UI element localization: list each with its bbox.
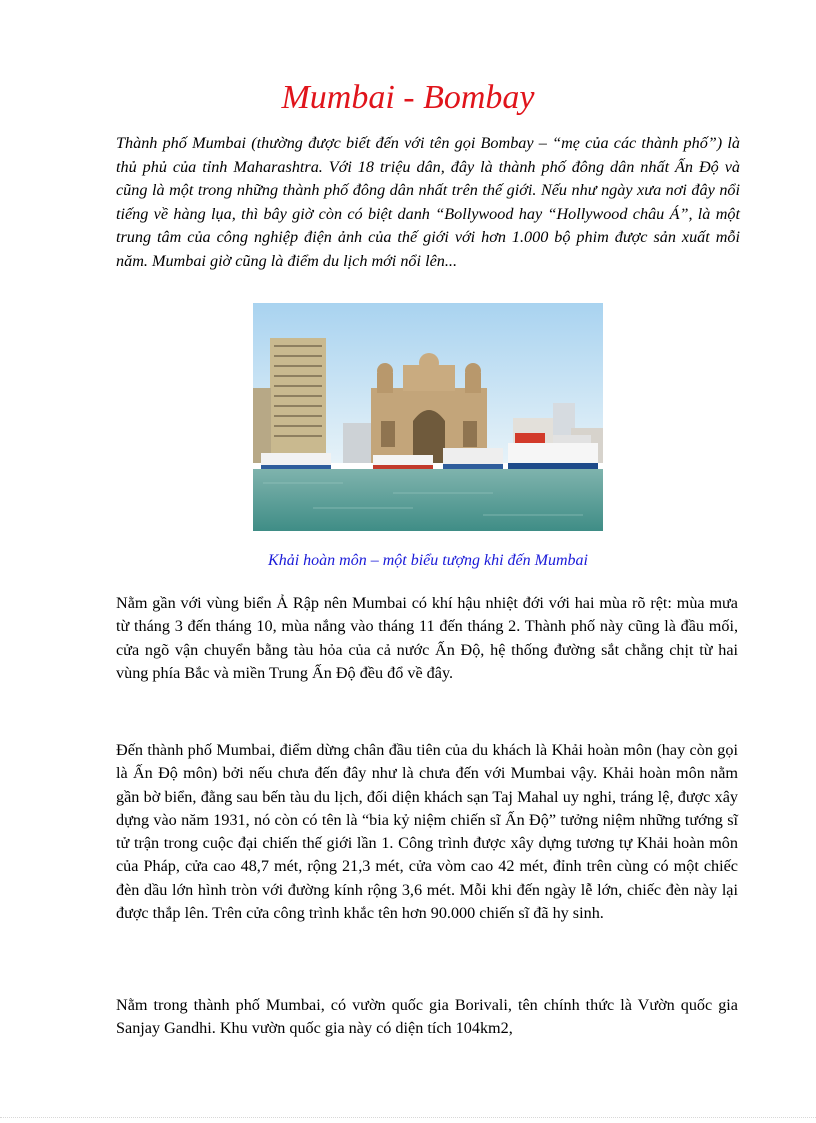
- side-building: [253, 388, 271, 463]
- image-caption: Khải hoàn môn – một biểu tượng khi đến Mumbai: [268, 552, 588, 569]
- body-paragraph: Nằm gần với vùng biển Ả Rập nên Mumbai có khí hậu nhiệt đới với hai mùa rõ rệt: mùa mưa từ tháng 3 đến tháng 10, mùa nắng vào tháng 11 đến tháng 2. Thành phố này cũng là đầu mối, cửa ngõ vận chuyển bằng tàu hỏa của cả nước Ấn Độ, hệ thống đường sắt chằng chịt từ hai vùng phía Bắc và miền Trung Ấn Độ đều đổ về đây.: [116, 594, 738, 682]
- body-paragraph: Đến thành phố Mumbai, điểm dừng chân đầu tiên của du khách là Khải hoàn môn (hay còn gọi là Ấn Độ môn) bởi nếu chưa đến đây như là chưa đến với Mumbai vậy. Khải hoàn môn nằm gần bờ biển, đằng sau bến tàu du lịch, đối diện khách sạn Taj Mahal uy nghi, tráng lệ, được xây dựng vào năm 1931, nó còn có tên là “bia kỷ niệm chiến sĩ Ấn Độ” tưởng niệm những tướng sĩ tử trận trong cuộc đại chiến thế giới lần 1. Công trình được xây dựng tương tự Khải hoàn môn của Pháp, cửa cao 48,7 mét, rộng 21,3 mét, cửa vòm cao 42 mét, đỉnh trên cùng có một chiếc đèn dầu lớn hình tròn với đường kính rộng 3,6 mét. Mỗi khi đến ngày lễ lớn, chiếc đèn này lại được thắp lên. Trên cửa công trình khắc tên hơn 90.000 chiến sĩ đã hy sinh.: [116, 741, 738, 923]
- body-paragraph: Nằm trong thành phố Mumbai, có vườn quốc gia Borivali, tên chính thức là Vườn quốc gia Sanjay Gandhi. Khu vườn quốc gia này có diện tích 104km2,: [116, 996, 738, 1038]
- distant-building: [343, 423, 373, 463]
- page-bottom-divider: [0, 1117, 816, 1119]
- document-title: Mumbai - Bombay: [281, 79, 535, 116]
- sea-water: [253, 469, 603, 531]
- gateway-of-india-photo: [253, 303, 603, 531]
- gateway-arch: [371, 353, 487, 463]
- intro-paragraph: Thành phố Mumbai (thường được biết đến với tên gọi Bombay – “mẹ của các thành phố”) là thủ phủ của tỉnh Maharashtra. Với 18 triệu dân, đây là thành phố đông dân nhất Ấn Độ và cũng là một trong những thành phố đông dân nhất trên thế giới. Nếu như ngày xưa nơi đây nổi tiếng về hàng lụa, thì bây giờ còn có biệt danh “Bollywood hay “Hollywood châu Á”, là một trung tâm của công nghiệp điện ảnh của thế giới với hơn 1.000 bộ phim được sản xuất mỗi năm. Mumbai giờ cũng là điểm du lịch mới nổi lên...: [116, 134, 740, 270]
